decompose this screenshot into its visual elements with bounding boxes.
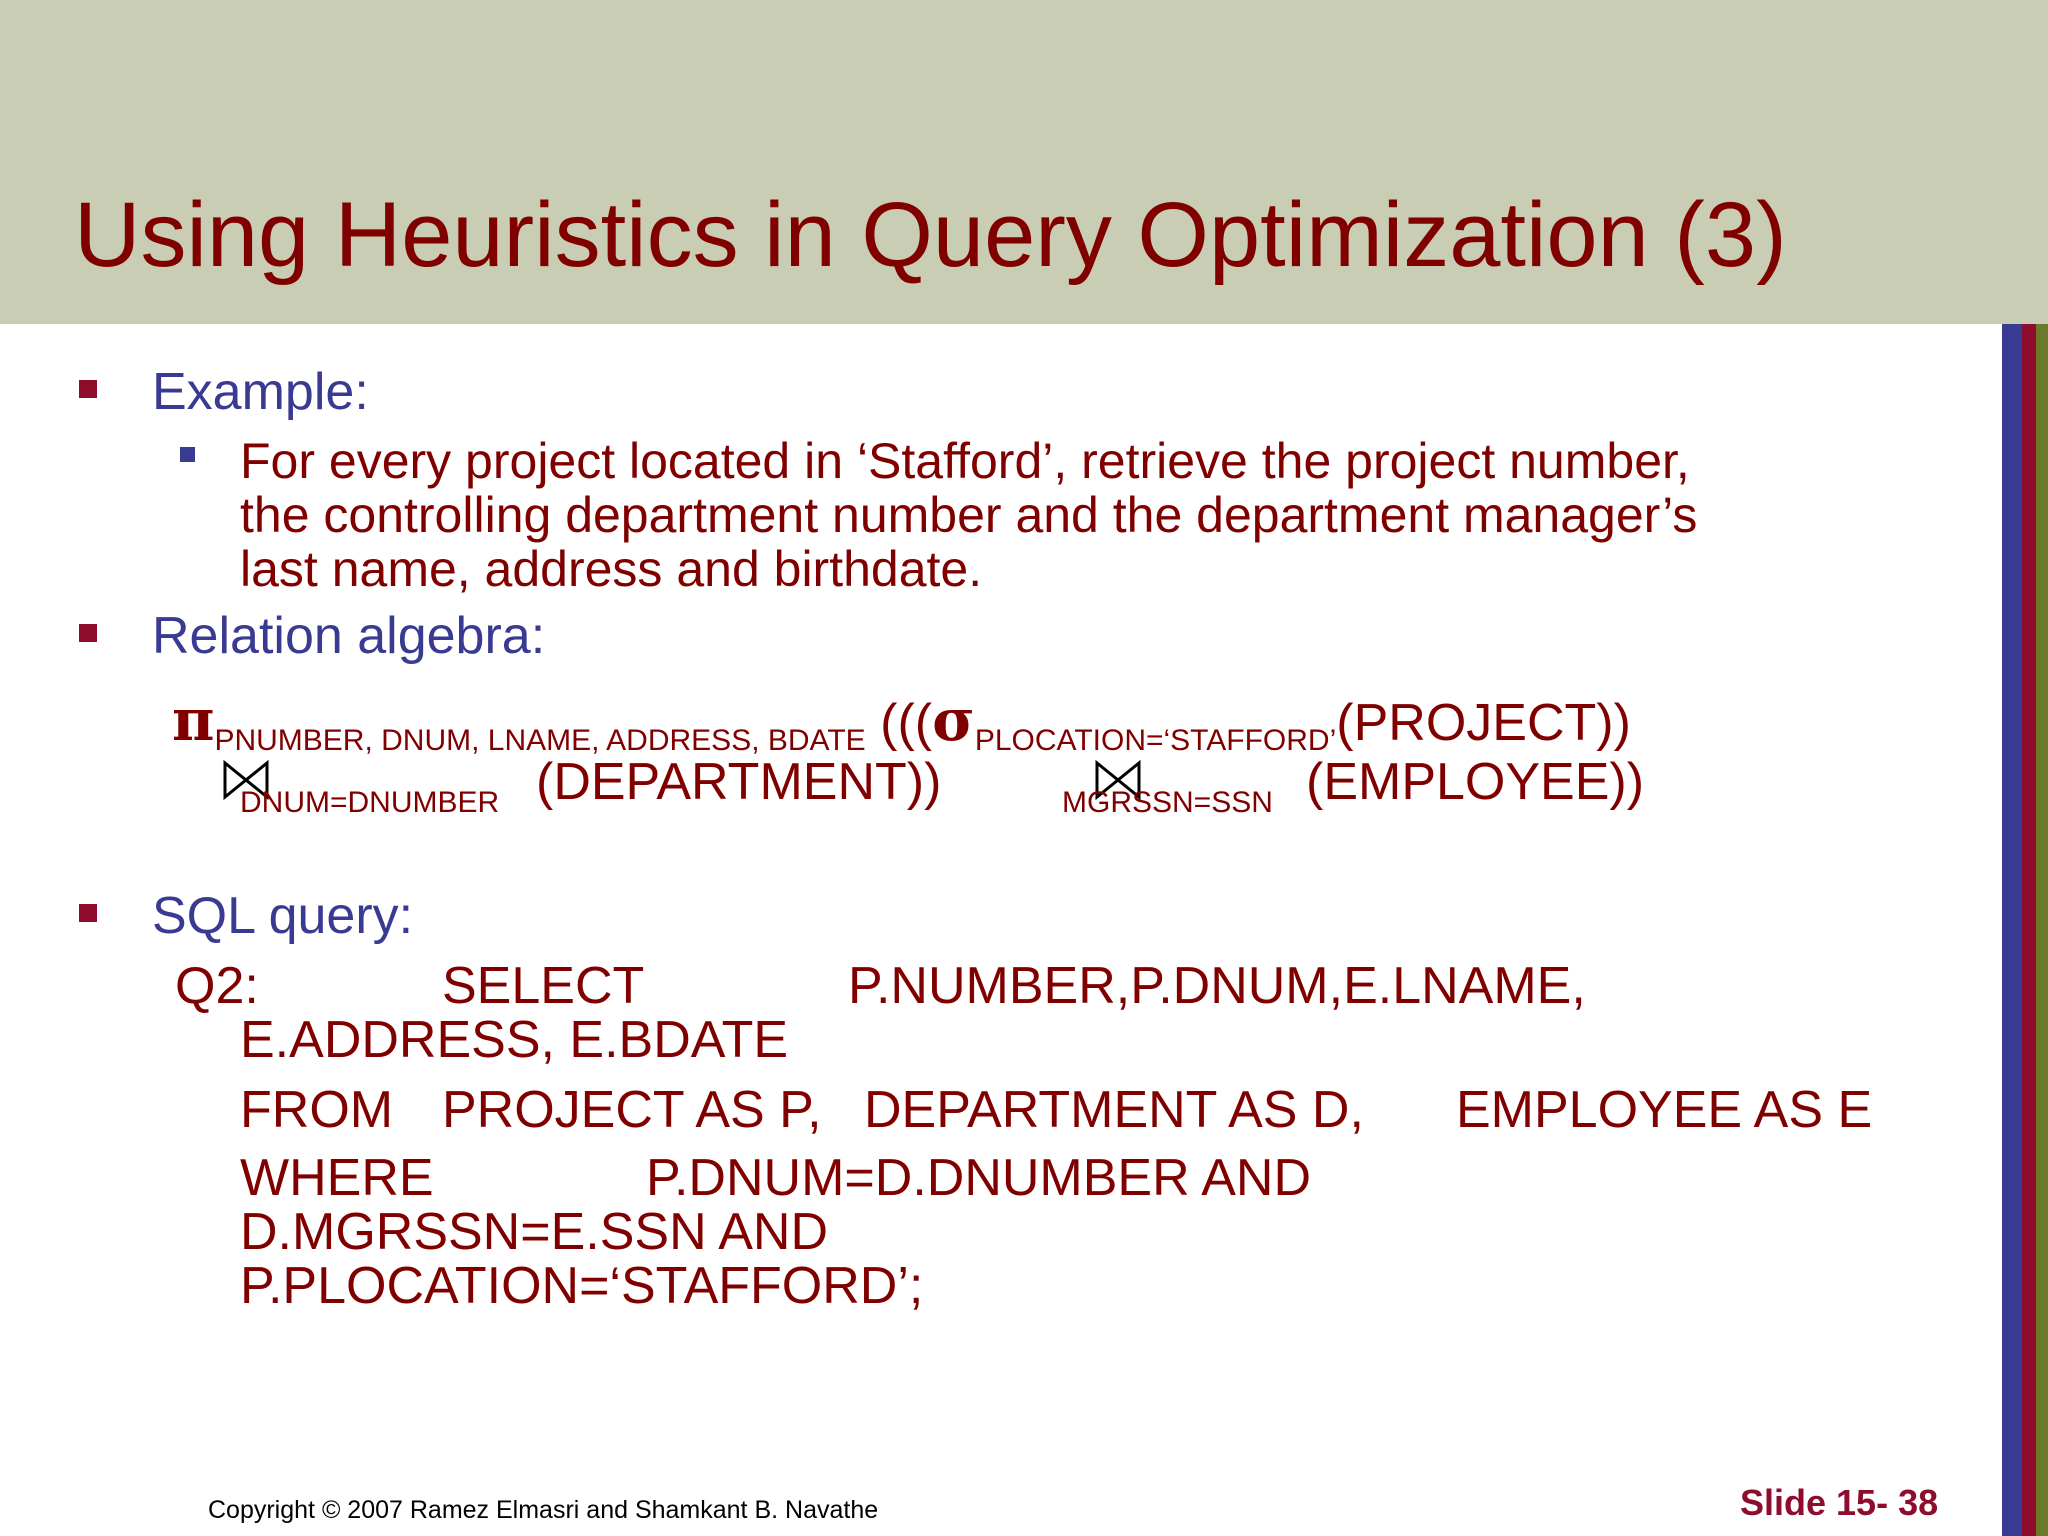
sql-select-keyword: SELECT [442,957,645,1015]
sql-q2-label: Q2: [175,957,259,1015]
slide-number: Slide 15- 38 [1740,1482,1939,1523]
bullet-example [79,380,97,398]
sql-from-department: DEPARTMENT AS D, [864,1081,1364,1139]
copyright-notice: Copyright © 2007 Ramez Elmasri and Shamkant B. Navathe [208,1496,879,1524]
sql-where-condition-1: P.DNUM=D.DNUMBER AND [646,1149,1312,1207]
open-parens: ((( [880,694,933,752]
sigma-symbol: σ [932,686,975,754]
bullet-algebra [79,624,97,642]
side-stripe-blue [2002,324,2022,1536]
example-line-3: last name, address and birthdate. [240,541,983,597]
side-stripe-green [2036,324,2048,1536]
algebra-label: Relation algebra: [152,607,546,665]
example-label: Example: [152,363,369,421]
slide-title: Using Heuristics in Query Optimization (3) [74,184,1787,286]
project-relation: (PROJECT)) [1336,694,1631,752]
sql-from-project: PROJECT AS P, [442,1081,822,1139]
bullet-example-detail [180,447,195,462]
selection-condition: PLOCATION=‘STAFFORD’ [974,724,1337,757]
department-relation: (DEPARTMENT)) [536,753,942,811]
sql-where-condition-2: D.MGRSSN=E.SSN AND [240,1203,829,1261]
sql-from-employee: EMPLOYEE AS E [1456,1081,1873,1139]
sql-where-condition-3: P.PLOCATION=‘STAFFORD’; [240,1257,924,1315]
example-line-2: the controlling department number and the department manager’s [240,487,1698,543]
bullet-sql [79,904,97,922]
projection-attributes: PNUMBER, DNUM, LNAME, ADDRESS, BDATE [214,724,866,757]
sql-where-keyword: WHERE [240,1149,434,1207]
pi-symbol: π [172,686,215,754]
sql-label: SQL query: [152,887,414,945]
employee-relation: (EMPLOYEE)) [1306,753,1645,811]
join-condition-2: MGRSSN=SSN [1062,786,1273,819]
sql-select-continued: E.ADDRESS, E.BDATE [240,1011,789,1069]
example-line-1: For every project located in ‘Stafford’, retrieve the project number, [240,433,1690,489]
algebra-expression-line-1 [172,686,1631,761]
sql-select-columns: P.NUMBER,P.DNUM,E.LNAME, [848,957,1586,1015]
side-stripe-red [2022,324,2036,1536]
sql-from-keyword: FROM [240,1081,394,1139]
join-condition-1: DNUM=DNUMBER [240,786,500,819]
